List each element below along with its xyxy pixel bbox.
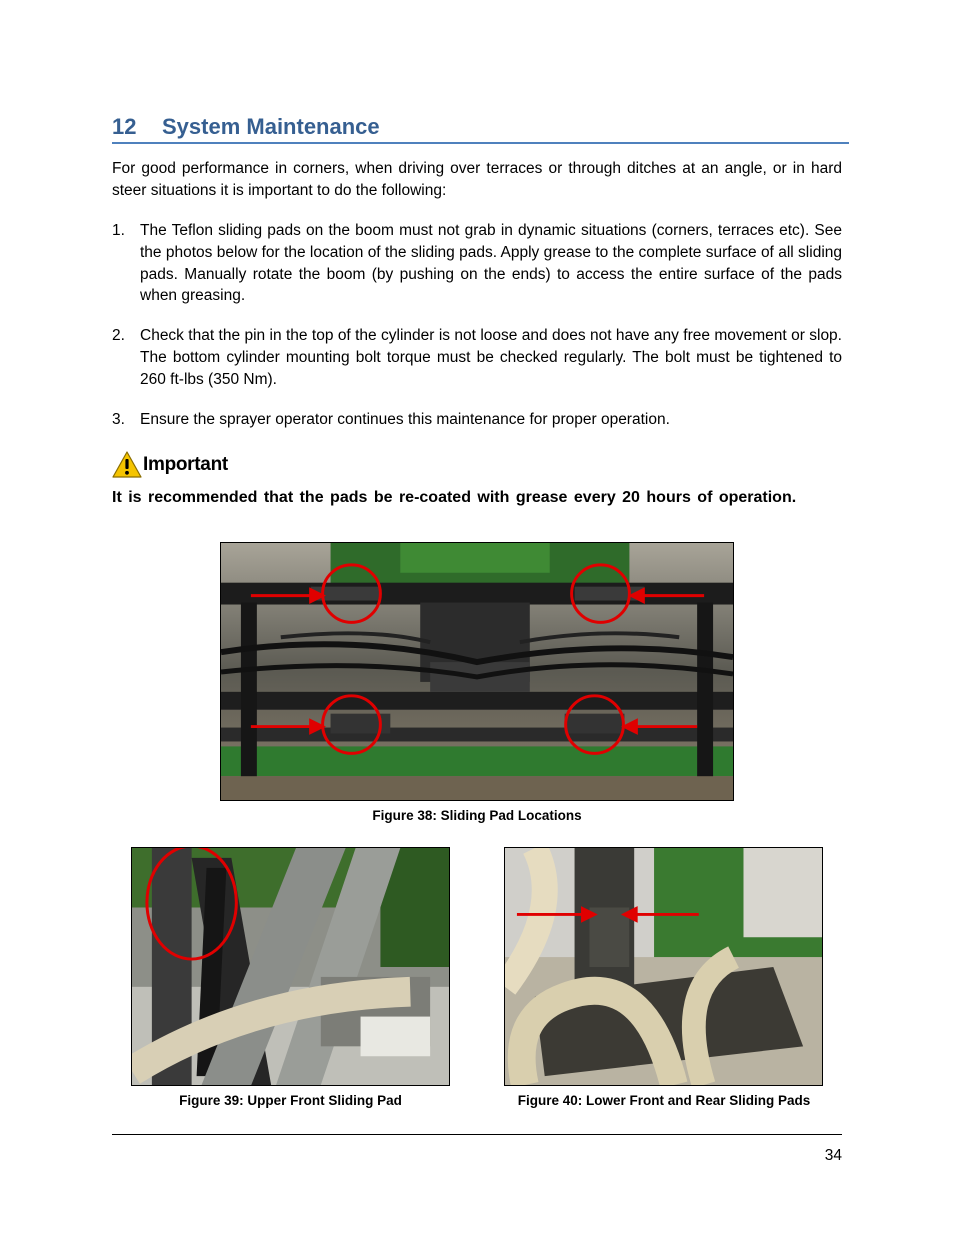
list-item <box>112 220 842 308</box>
footer-rule <box>112 1134 842 1135</box>
section-title: System Maintenance <box>162 114 380 139</box>
figure-38-photo <box>220 542 734 801</box>
intro-paragraph: For good performance in corners, when driving over terraces or through ditches at an angle, or in hard steer situations it is important to do the following: <box>112 160 842 199</box>
list-item-number: 3. <box>112 411 125 428</box>
important-label: Important <box>143 454 228 475</box>
list-item-text: Check that the pin in the top of the cylinder is not loose and does not have any free movement or slop. The bottom cylinder mounting bolt torque must be checked regularly. The bolt must be tightened to 260 ft-lbs (350 Nm). <box>140 327 842 388</box>
page-number: 34 <box>824 1147 842 1164</box>
section-heading <box>112 112 849 144</box>
figure-40-caption: Figure 40: Lower Front and Rear Sliding Pads <box>517 1093 811 1108</box>
figure-39-photo <box>131 847 450 1086</box>
list-item-number: 2. <box>112 327 125 344</box>
section-number: 12 <box>112 114 137 139</box>
figure-39-caption: Figure 39: Upper Front Sliding Pad <box>179 1093 402 1108</box>
important-text: It is recommended that the pads be re-coated with grease every 20 hours of operation. <box>112 489 797 506</box>
list-item-text: Ensure the sprayer operator continues this maintenance for proper operation. <box>140 411 670 428</box>
figure-40-photo <box>504 847 823 1086</box>
list-item <box>112 325 842 391</box>
figure-38-caption: Figure 38: Sliding Pad Locations <box>372 808 582 823</box>
list-item-text: The Teflon sliding pads on the boom must not grab in dynamic situations (corners, terraces etc). See the photos below for the location of the sliding pads. Apply grease to the complete surface of all sliding pads. Manually rotate the boom (by pushing on the ends) to access the entire surface of the pads when greasing. <box>140 222 842 305</box>
list-item <box>112 409 842 431</box>
warning-triangle-icon <box>112 451 142 478</box>
list-item-number: 1. <box>112 222 125 239</box>
